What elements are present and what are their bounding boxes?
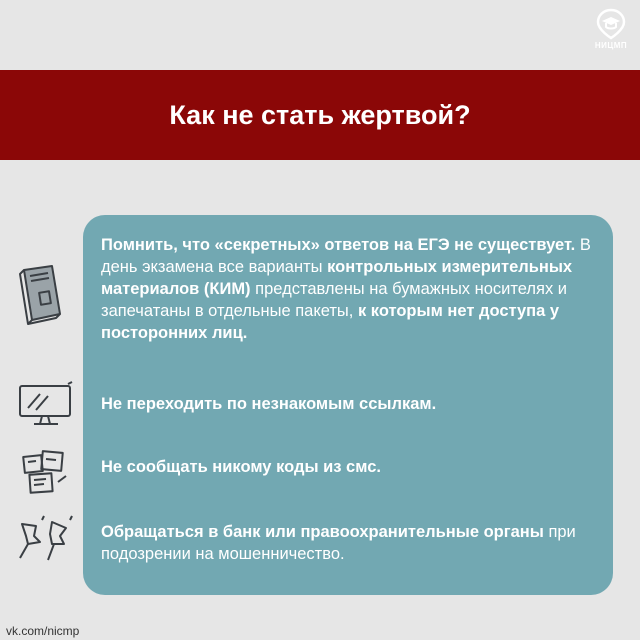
sticky-notes-icon bbox=[14, 446, 74, 498]
logo bbox=[588, 8, 634, 58]
logo-text: НИЦМП bbox=[594, 41, 628, 50]
graduation-cap-pin-icon bbox=[596, 8, 626, 40]
title-banner bbox=[0, 70, 640, 160]
tip-bold: Не сообщать никому коды из смс. bbox=[101, 458, 381, 476]
tip-exam-secrets bbox=[101, 234, 611, 344]
tip-bold: контрольных измерительных материалов (КИМ) bbox=[101, 258, 573, 298]
pushpins-icon bbox=[14, 514, 76, 566]
tip-bold: Обращаться в банк или правоохранительные органы bbox=[101, 523, 544, 541]
tip-contact-bank bbox=[101, 521, 611, 565]
monitor-icon bbox=[14, 380, 76, 430]
tip-bold: Помнить, что «секретных» ответов на ЕГЭ не существует. bbox=[101, 236, 576, 254]
page-title: Как не стать жертвой? bbox=[169, 99, 471, 130]
book-icon bbox=[14, 262, 70, 328]
tip-text: представлены на бумажных носителях и запечатаны в отдельные пакеты, bbox=[101, 280, 568, 320]
tip-bold: к которым нет доступа у посторонних лиц. bbox=[101, 302, 560, 342]
tip-sms-codes bbox=[101, 456, 611, 478]
tip-bold: Не переходить по незнакомым ссылкам. bbox=[101, 395, 437, 413]
tip-text: при подозрении на мошенничество. bbox=[101, 523, 576, 563]
footer-link[interactable]: vk.com/nicmp bbox=[6, 624, 80, 638]
tip-links bbox=[101, 393, 611, 415]
tip-text: В день экзамена все варианты bbox=[101, 236, 591, 276]
